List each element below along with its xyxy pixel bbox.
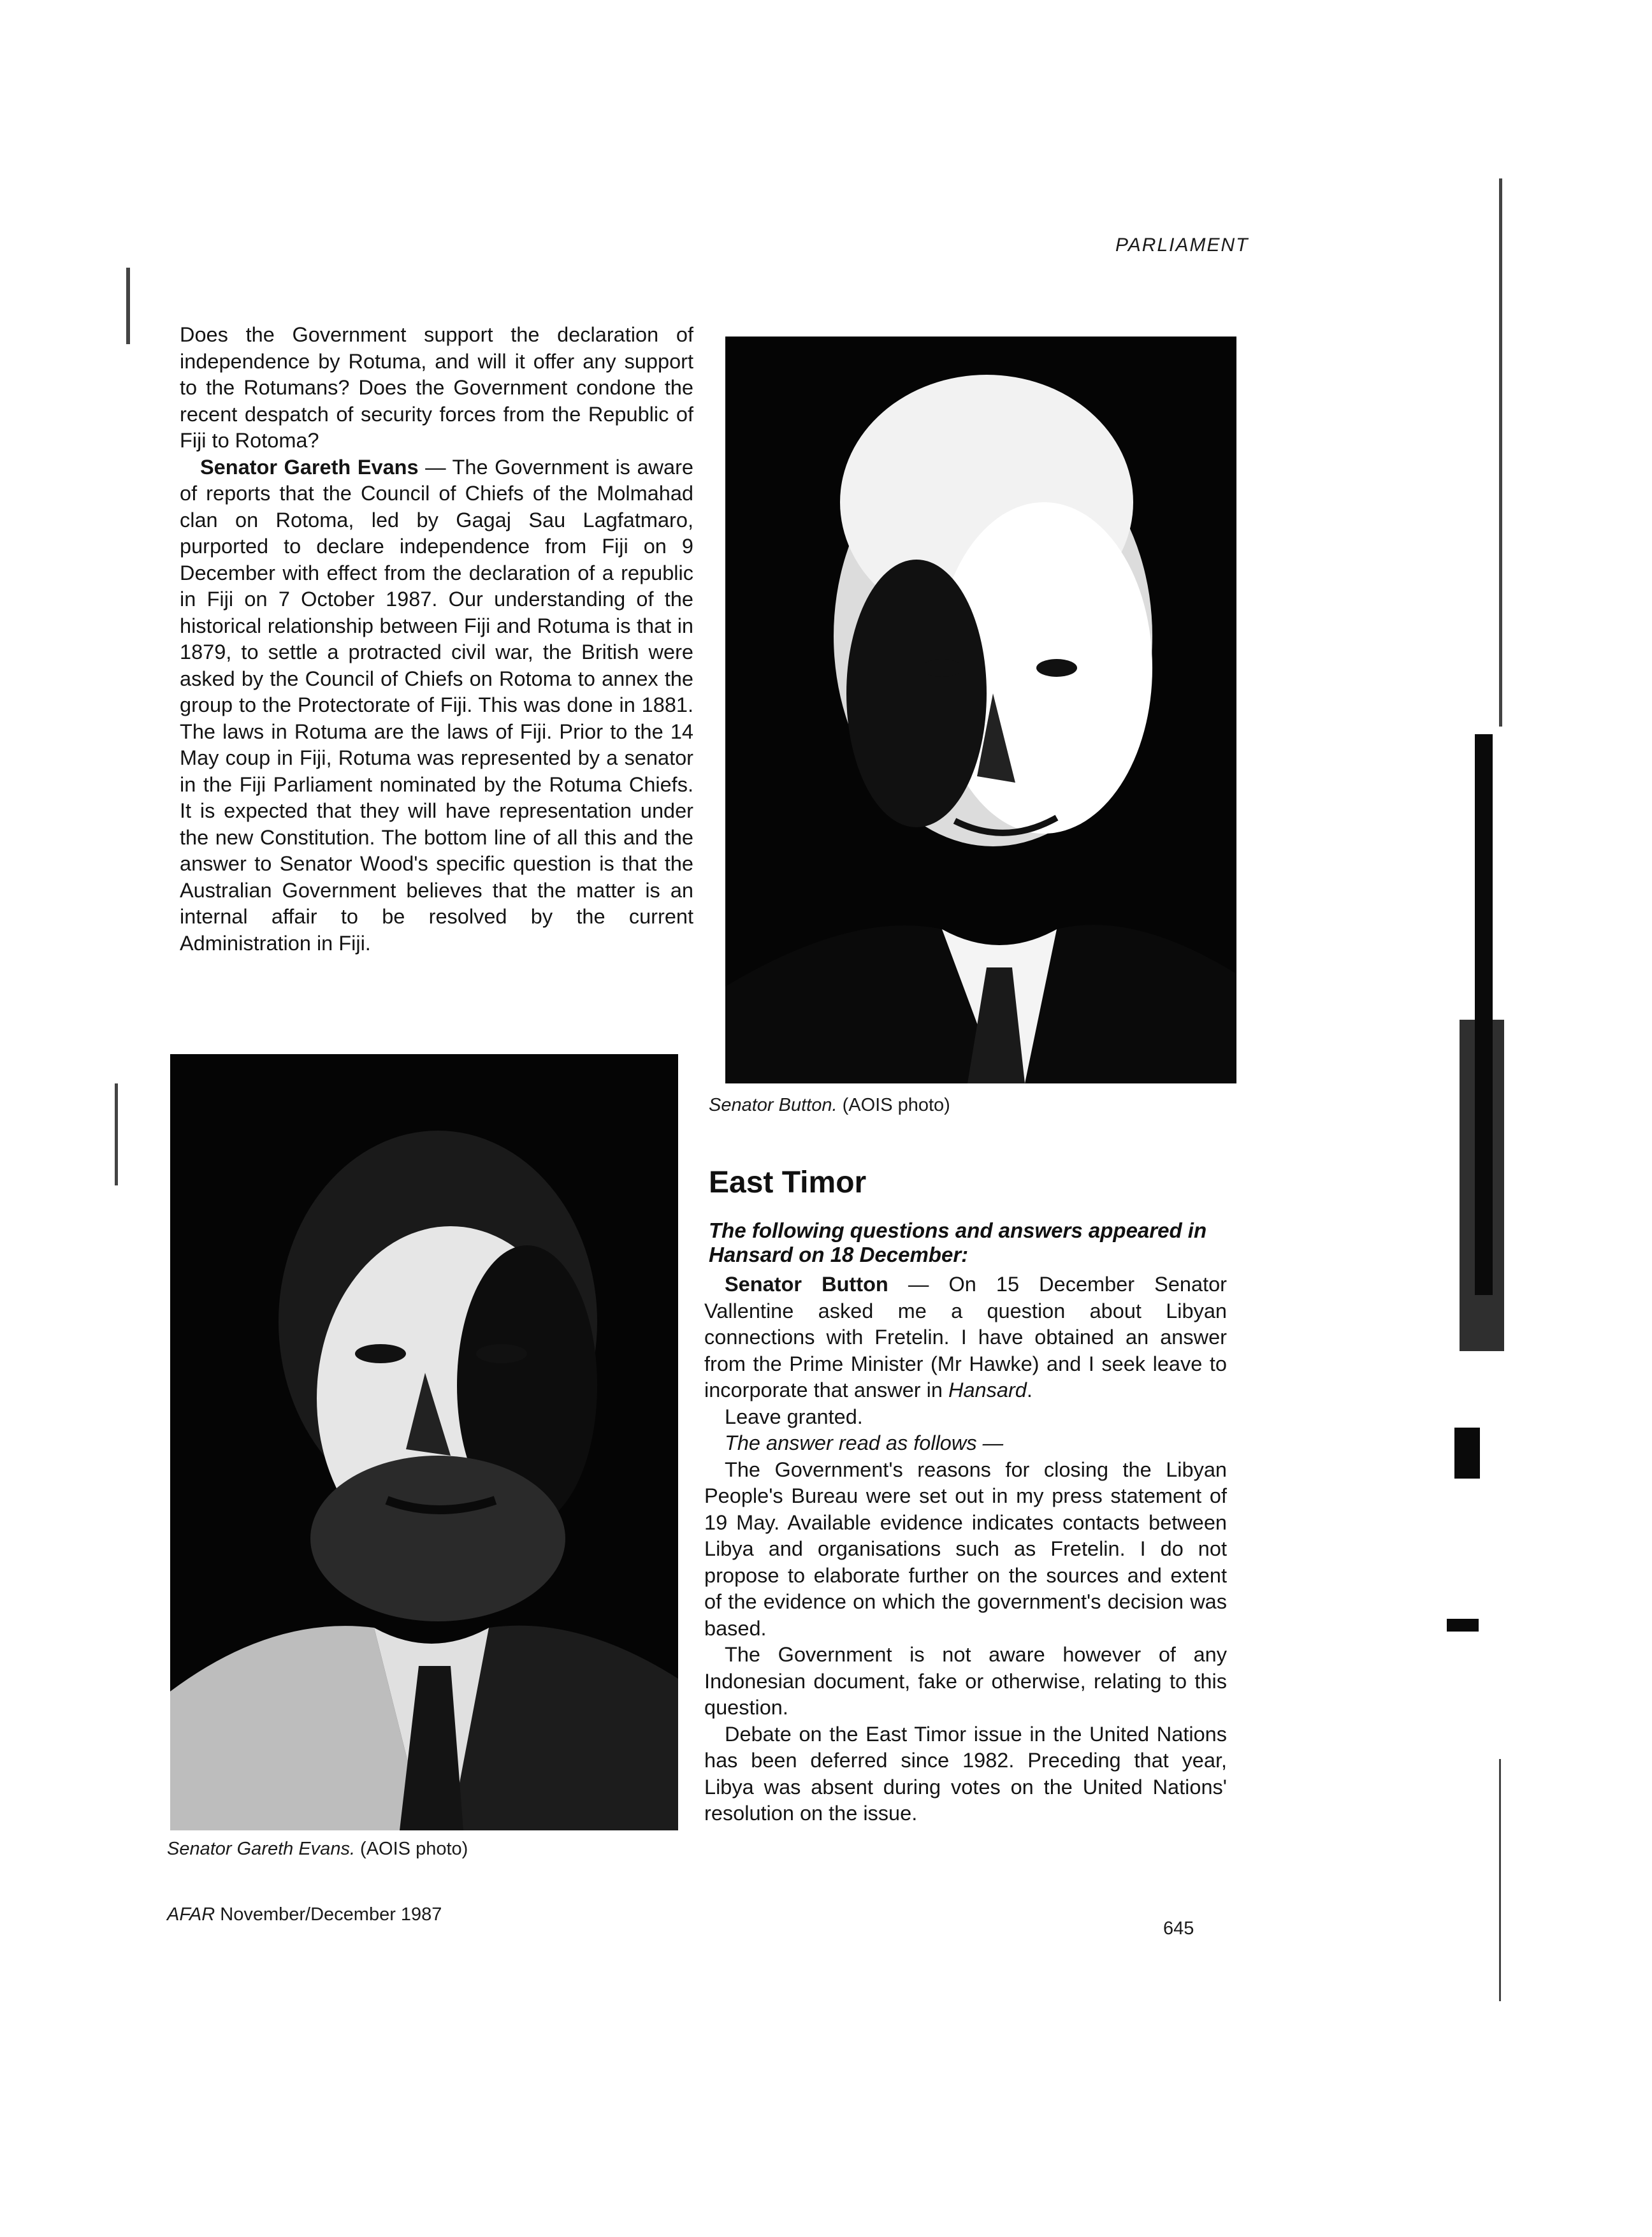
answer-intro-text: The answer read as follows — bbox=[725, 1431, 1004, 1454]
senator-gareth-evans-photo bbox=[170, 1054, 678, 1830]
scan-edge-mark bbox=[1454, 1428, 1480, 1479]
hansard-italic: Hansard bbox=[948, 1379, 1027, 1401]
answer-text-end: . bbox=[1026, 1379, 1032, 1401]
senator-gareth-evans-caption bbox=[167, 1839, 613, 1860]
answer-text: — On 15 December Senator Vallentine asked me a question about Libyan connections with Fretelin. I have obtained an answer from the Prime Minister (Mr Hawke) and I seek leave to incorporate that answer in bbox=[704, 1273, 1227, 1401]
answer-paragraph-2: The Government is not aware however of any Indonesian document, fake or otherwise, relating to this question. bbox=[704, 1643, 1227, 1719]
scan-edge-line bbox=[1499, 178, 1502, 727]
caption-credit: (AOIS photo) bbox=[837, 1095, 950, 1115]
senator-button-photo bbox=[725, 337, 1236, 1083]
scan-margin-mark bbox=[115, 1083, 118, 1185]
answer-intro bbox=[704, 1430, 1227, 1457]
scan-edge-shadow bbox=[1460, 1020, 1504, 1351]
button-answer-paragraph bbox=[704, 1271, 1227, 1404]
running-head: PARLIAMENT bbox=[1115, 235, 1249, 256]
scan-edge-line bbox=[1499, 1759, 1501, 2001]
caption-name: Senator Button. bbox=[709, 1095, 837, 1115]
scan-margin-mark bbox=[126, 268, 130, 344]
answer-paragraph-1: The Government's reasons for closing the Libyan People's Bureau were set out in my press statement of 19 May. Available evidence indicates contacts between Libya and organisations such as Fretelin. I do not propose to elaborate further on the sources and extent of the evidence on which the government's decision was based. bbox=[704, 1458, 1227, 1640]
journal-issue: November/December 1987 bbox=[215, 1904, 442, 1925]
leave-granted: Leave granted. bbox=[725, 1405, 863, 1428]
journal-name: AFAR bbox=[167, 1904, 215, 1925]
section-title: East Timor bbox=[709, 1166, 867, 1199]
caption-credit: (AOIS photo) bbox=[355, 1839, 468, 1859]
question-paragraph: Does the Government support the declaration of independence by Rotuma, and will it offer any support to the Rotumans? Does the Government condone the recent despatch of security forces from the Republic of Fiji to Rotoma? bbox=[180, 323, 693, 452]
page-number: 645 bbox=[1163, 1918, 1194, 1939]
left-column-text bbox=[180, 322, 693, 957]
scan-edge-mark bbox=[1447, 1619, 1479, 1632]
journal-footer bbox=[167, 1904, 549, 1925]
speaker-name: Senator Gareth Evans bbox=[200, 455, 419, 479]
senator-button-caption bbox=[709, 1095, 1091, 1116]
caption-name: Senator Gareth Evans. bbox=[167, 1839, 355, 1859]
speaker-name: Senator Button bbox=[725, 1273, 888, 1296]
answer-text: — The Government is aware of reports that the Council of Chiefs of the Molmahad clan on Rotoma, led by Gagaj Sau Lagfatmaro, purported to declare independence from Fiji on 9 December with effect from the declaration of a republic in Fiji on 7 October 1987. Our understanding of the historical relationship between Fiji and Rotuma is that in 1879, to settle a protracted civil war, the British were asked by the Council of Chiefs on Rotoma to annex the group to the Protectorate of Fiji. This was done in 1881. The laws in Rotuma are the laws of Fiji. Prior to the 14 May coup in Fiji, Rotuma was represented by a senator in the Fiji Parliament nominated by the Rotuma Chiefs. It is expected that they will have representation under the new Constitution. The bottom line of all this and the answer to Senator Wood's specific question is that the Australian Government believes that the matter is an internal affair to be resolved by the current Administration in Fiji. bbox=[180, 455, 693, 955]
answer-paragraph bbox=[180, 454, 693, 957]
right-column-text bbox=[704, 1271, 1227, 1827]
section-intro: The following questions and answers appeared in Hansard on 18 December: bbox=[709, 1219, 1207, 1266]
answer-paragraph-3: Debate on the East Timor issue in the United Nations has been deferred since 1982. Preceding that year, Libya was absent during votes on the United Nations' resolution on the issue. bbox=[704, 1722, 1227, 1825]
